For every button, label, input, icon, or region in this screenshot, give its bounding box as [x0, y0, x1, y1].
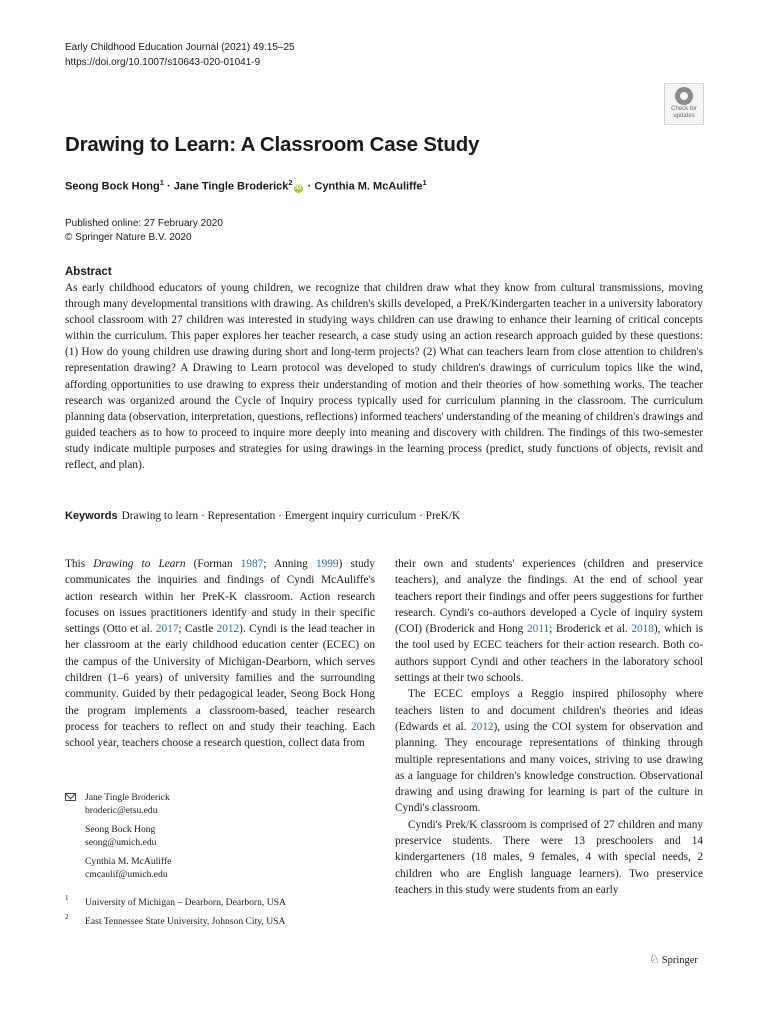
citation-link[interactable]: 2011 — [527, 623, 550, 636]
author-name[interactable]: Seong Bock Hong — [65, 180, 160, 193]
citation-link[interactable]: 2018 — [631, 623, 654, 636]
correspondence-name: Cynthia M. McAuliffe — [85, 856, 172, 867]
author-separator: · — [304, 180, 315, 193]
body-text: ; Castle — [178, 623, 217, 636]
body-column-right — [395, 556, 703, 898]
abstract-heading: Abstract — [65, 266, 112, 278]
copyright-notice: © Springer Nature B.V. 2020 — [65, 232, 192, 243]
check-for-updates-badge[interactable] — [664, 83, 704, 125]
author-name[interactable]: Cynthia M. McAuliffe — [314, 180, 423, 193]
correspondence-name: Jane Tingle Broderick — [85, 792, 170, 803]
citation-link[interactable]: 2017 — [155, 623, 179, 636]
body-paragraph — [395, 686, 703, 816]
abstract-text: As early childhood educators of young children, we recognize that children draw what they know from cultural transmissions, moving through many developmental transitions with drawing. As children's skills developed, a PreK/Kindergarten teacher in a university laboratory school classroom with 27 children was interested in studying ways children can use drawing to enhance their learning of critical concepts within the curriculum. This paper explores her teacher research, a case study using an action research approach guided by these questions: (1) How do young children use drawing during short and long-term projects? (2) What can teachers learn from close attention to children's representation drawing? A Drawing to Learn protocol was developed to study children's drawings of curriculum topics like the wind, affording opportunities to use drawing to express their understanding of motion and their theories of how something works. The teacher research was organized around the Cycle of Inquiry process typically used for curriculum planning in the classroom. The curriculum planning data (observation, interpretation, questions, reflections) informed teachers' understanding of the meaning of children's drawings and guided teachers as to how to proceed to inquire more deeply into meaning and discovery with children. The findings of this two-semester study indicate multiple purposes and strategies for using drawings in the learning process (predict, study functions of objects, revisit and reflect, and plan). — [65, 282, 703, 472]
affiliation-number: 1 — [65, 894, 69, 902]
orcid-icon[interactable]: iD — [295, 184, 302, 191]
keywords-label: Keywords — [65, 510, 118, 522]
citation-link[interactable]: 1999 — [315, 558, 339, 570]
affiliation-text: University of Michigan – Dearborn, Dearborn, USA — [85, 897, 286, 908]
publication-info — [65, 217, 223, 245]
citation-link[interactable]: 2012 — [470, 720, 494, 733]
correspondence-person — [85, 791, 170, 818]
correspondence-email[interactable]: broderic@etsu.edu — [85, 805, 158, 817]
correspondence-email[interactable]: seong@umich.edu — [85, 837, 157, 849]
author-affiliation-mark: 2 — [288, 178, 293, 187]
author-name[interactable]: Jane Tingle Broderick — [173, 180, 289, 193]
journal-citation: Early Childhood Education Journal (2021) 49:15–25 — [65, 42, 295, 53]
body-text: ). Cyndi is the lead teacher in her classroom at the early childhood education center (ECEC) on the campus of the University of Michigan-Dearborn, which serves children (1–6 years) of university families and the surrounding community. Guided by their pedagogical leader, Seong Bock Hong the program implements a classroom-based, teacher research process for teachers to reflect on and study their teaching. Each school year, teachers choose a research question, collect data from — [65, 623, 375, 750]
body-paragraph: Cyndi's Prek/K classroom is comprised of 27 children and many preservice students. There were 13 preschoolers and 14 kindergarteners (18 males, 9 females, 4 with special needs, 2 children who are English language learners). Two preservice teachers in this study were students from an early — [395, 818, 703, 896]
body-text: ), using the COI system for observation and planning. They encourage representations of thinking through multiple representations and many voices, striving to use drawing as a language for children's knowledge construction. Observational drawing and using drawing for learning is part of the culture in Cyndi's classroom. — [395, 720, 703, 815]
correspondence-name: Seong Bock Hong — [85, 824, 156, 835]
body-text: The ECEC employs a Reggio inspired philosophy where teachers listen to and document children's theories and ideas (Edwards et al. — [395, 688, 703, 733]
keywords — [65, 510, 460, 522]
journal-header — [65, 40, 295, 70]
author-affiliation-mark: 1 — [422, 178, 427, 187]
author-list — [65, 178, 427, 193]
check-for-label: Check for — [671, 106, 697, 112]
publisher-logo — [649, 952, 698, 967]
citation-link[interactable]: 1987 — [240, 558, 264, 570]
body-text: ; Broderick et al. — [549, 623, 632, 636]
affiliation-number: 2 — [65, 913, 69, 921]
body-text: their own and students' experiences (children and preservice teachers), and analyze the findings. At the end of school year teachers report their findings and offer peers suggestions for further research. Cyndi's co-authors developed a Cycle of inquiry system (COI) (Broderick and Hong — [395, 558, 703, 636]
author-affiliation-mark: 1 — [159, 178, 164, 187]
publisher-name: Springer — [661, 955, 698, 966]
keywords-list: Drawing to learn · Representation · Emergent inquiry curriculum · PreK/K — [121, 510, 461, 522]
body-text: ) study communicates the inquiries and findings of Cyndi McAuliffe's action research within her PreK-K classroom. Action research focuses on issues practitioners identify and study in their specific settings (Otto et al. — [65, 558, 375, 636]
body-paragraph — [395, 556, 703, 686]
body-text-italic: Drawing to Learn — [93, 558, 186, 570]
body-column-left — [65, 556, 375, 752]
body-text: (Forman — [185, 558, 241, 570]
envelope-icon — [65, 793, 76, 801]
citation-link[interactable]: 2012 — [216, 623, 240, 636]
affiliation-text: East Tennessee State University, Johnson City, USA — [85, 916, 286, 927]
updates-label: updates — [673, 113, 695, 119]
springer-horse-icon: ♘ — [649, 952, 660, 966]
correspondence-person — [85, 823, 156, 850]
body-text: ; Anning — [263, 558, 316, 570]
body-text: This — [65, 558, 94, 570]
published-online-date: Published online: 27 February 2020 — [65, 218, 223, 229]
correspondence-person — [85, 855, 171, 882]
correspondence-email[interactable]: cmcaulif@umich.edu — [85, 869, 168, 881]
doi-link[interactable]: https://doi.org/10.1007/s10643-020-01041-9 — [65, 57, 261, 68]
crossmark-icon — [675, 87, 693, 105]
author-separator: · — [163, 180, 174, 193]
article-title: Drawing to Learn: A Classroom Case Study — [65, 133, 480, 156]
body-text: ), which is the tool used by ECEC teachers for their action research. Both co-authors support Cyndi and other teachers in the laboratory school settings at their two schools. — [395, 623, 703, 685]
